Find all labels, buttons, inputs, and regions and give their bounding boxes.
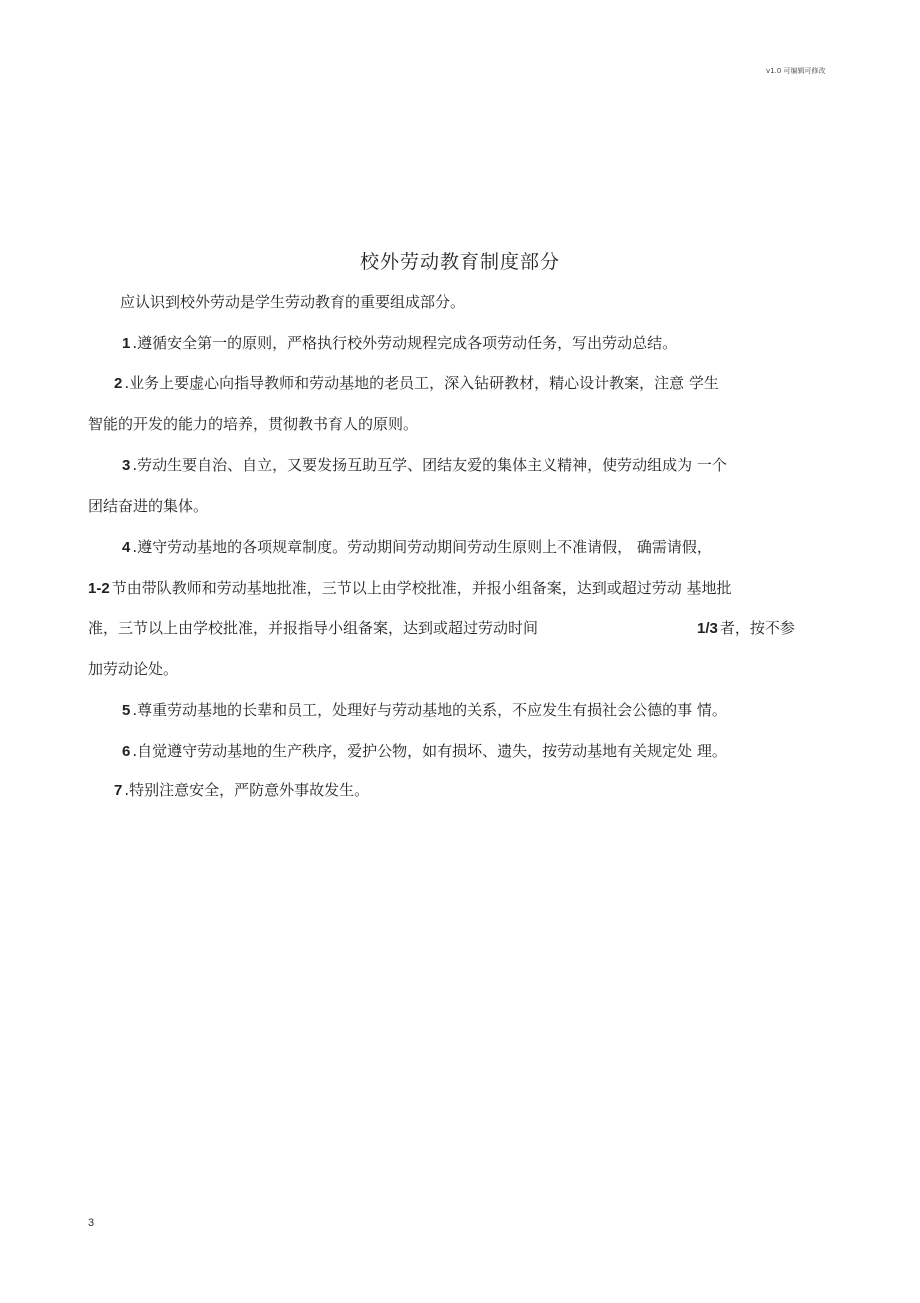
header-version-note: v1.0 可编辑可修改 (766, 67, 826, 75)
list-item-3-cont: 团结奋进的集体。 (88, 497, 209, 515)
list-item-2-cont: 智能的开发的能力的培养，贯彻教书育人的原则。 (88, 415, 419, 433)
item-number: 6 (122, 743, 131, 760)
item-number: 3 (122, 457, 131, 474)
item-number: 7 (114, 782, 123, 799)
list-item-5 (122, 700, 727, 721)
item-text: .特别注意安全，严防意外事故发生。 (124, 781, 370, 799)
item-text: 者，按不参 (719, 619, 795, 637)
document-title: 校外劳动教育制度部分 (359, 251, 560, 273)
item-text: .尊重劳动基地的长辈和员工，处理好与劳动基地的关系，不应发生有损社会公德的事 情。 (132, 701, 727, 719)
list-item-6 (122, 741, 727, 762)
list-item-4-cont-1 (88, 578, 731, 599)
item-number: 5 (122, 702, 131, 719)
list-item-1 (122, 333, 677, 354)
list-item-4 (122, 537, 712, 558)
item-number: 4 (122, 539, 131, 556)
list-item-7 (114, 780, 369, 801)
fraction-value: 1/3 (697, 620, 718, 637)
page-number: 3 (88, 1217, 95, 1229)
list-item-4-cont-2b (697, 618, 795, 639)
item-text: 节由带队教师和劳动基地批准，三节以上由学校批准，并报小组备案，达到或超过劳动 基地批 (111, 579, 732, 597)
list-item-2 (114, 373, 719, 394)
period-range: 1-2 (88, 580, 110, 597)
list-item-4-cont-2: 准，三节以上由学校批准，并报指导小组备案，达到或超过劳动时间 (88, 619, 539, 637)
intro-paragraph: 应认识到校外劳动是学生劳动教育的重要组成部分。 (120, 293, 466, 311)
list-item-4-cont-3: 加劳动论处。 (88, 660, 179, 678)
item-number: 2 (114, 375, 123, 392)
item-text: .劳动生要自治、自立，又要发扬互助互学、团结友爱的集体主义精神，使劳动组成为 一个 (132, 456, 727, 474)
item-text: .自觉遵守劳动基地的生产秩序，爱护公物，如有损坏、遗失，按劳动基地有关规定处 理。 (132, 742, 727, 760)
list-item-3 (122, 455, 727, 476)
item-text: .遵循安全第一的原则，严格执行校外劳动规程完成各项劳动任务，写出劳动总结。 (132, 334, 678, 352)
item-text: .遵守劳动基地的各项规章制度。劳动期间劳动期间劳动生原则上不准请假， 确需请假， (132, 538, 712, 556)
item-text: .业务上要虚心向指导教师和劳动基地的老员工，深入钻研教材，精心设计教案，注意 学生 (124, 374, 719, 392)
item-number: 1 (122, 335, 131, 352)
